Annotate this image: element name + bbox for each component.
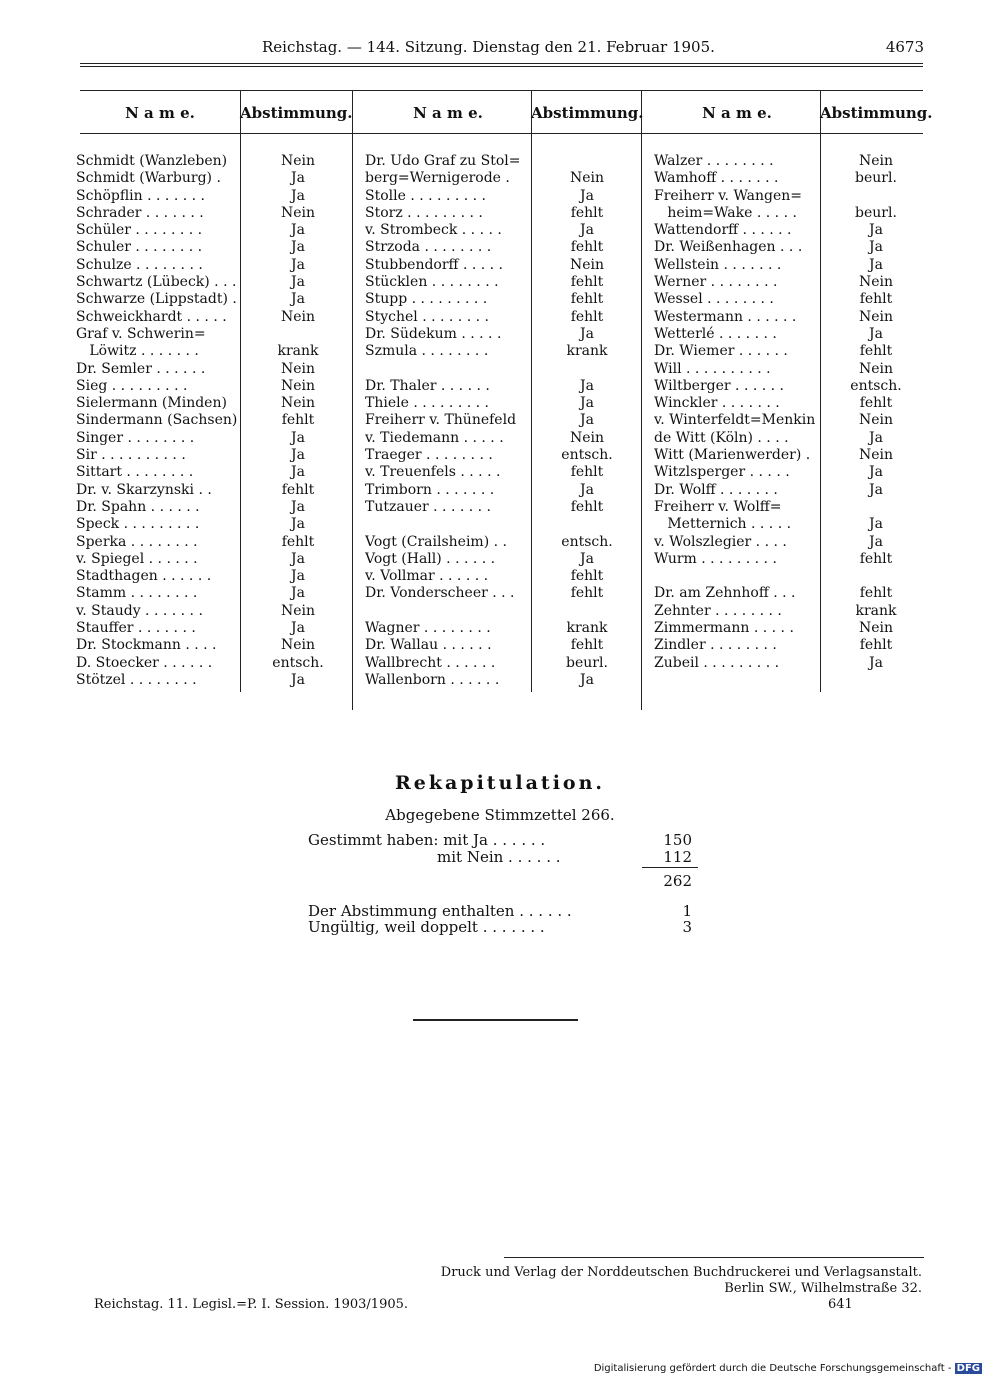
- vote-value: fehlt: [859, 343, 893, 360]
- footer-number: 641: [828, 1297, 853, 1312]
- vote-value: Ja: [580, 550, 594, 567]
- member-name: Speck . . . . . . . . .: [76, 516, 200, 533]
- member-name: Stauffer . . . . . . .: [76, 620, 196, 637]
- column-divider: [641, 90, 642, 710]
- recap-invalid-value: 3: [682, 918, 692, 936]
- vote-value: krank: [277, 343, 319, 360]
- member-name: Schöpflin . . . . . . .: [76, 187, 205, 204]
- member-name: Dr. Wiemer . . . . . .: [654, 343, 788, 360]
- member-name: Metternich . . . . .: [654, 516, 792, 533]
- vote-value: Nein: [280, 377, 316, 394]
- member-name: Freiherr v. Wolff=: [654, 498, 782, 515]
- recap-abstain-value: 1: [682, 902, 692, 920]
- vote-value: Ja: [869, 516, 883, 533]
- footer-rule: [504, 1257, 924, 1258]
- header-rule: [80, 63, 923, 64]
- vote-value: Nein: [569, 429, 605, 446]
- vote-value: Nein: [858, 412, 894, 429]
- recap-nein-value: 112: [663, 848, 692, 866]
- member-name: Sielermann (Minden): [76, 395, 227, 412]
- member-name: berg=Wernigerode .: [365, 170, 510, 187]
- vote-value: Ja: [291, 620, 305, 637]
- member-name: Storz . . . . . . . . .: [365, 204, 483, 221]
- vote-value: Ja: [291, 256, 305, 273]
- member-name: Graf v. Schwerin=: [76, 325, 206, 342]
- vote-value: fehlt: [570, 274, 604, 291]
- vote-value: beurl.: [566, 654, 608, 671]
- member-name: Werner . . . . . . . .: [654, 274, 778, 291]
- member-name: Schwarze (Lippstadt) .: [76, 291, 237, 308]
- member-name: Witt (Marienwerder) .: [654, 447, 811, 464]
- member-name: Sieg . . . . . . . . .: [76, 377, 188, 394]
- vote-value: Ja: [291, 671, 305, 688]
- footer-imprint: [441, 1265, 922, 1297]
- member-name: v. Strombeck . . . . .: [365, 222, 502, 239]
- member-name: Strzoda . . . . . . . .: [365, 239, 492, 256]
- vote-value: Nein: [280, 308, 316, 325]
- member-name: v. Vollmar . . . . . .: [365, 568, 489, 585]
- member-name: Löwitz . . . . . . .: [76, 343, 199, 360]
- member-name: Stücklen . . . . . . . .: [365, 274, 499, 291]
- recap-ballots: Abgegebene Stimmzettel 266.: [385, 806, 615, 824]
- member-name: Wagner . . . . . . . .: [365, 620, 491, 637]
- vote-value: fehlt: [570, 498, 604, 515]
- column-divider: [240, 90, 241, 692]
- member-name: Wiltberger . . . . . .: [654, 377, 785, 394]
- imprint-line-2: Berlin SW., Wilhelmstraße 32.: [724, 1281, 922, 1296]
- member-name: v. Winterfeldt=Menkin: [654, 412, 816, 429]
- vote-value: Ja: [580, 377, 594, 394]
- vote-value: Ja: [869, 239, 883, 256]
- sum-rule: [642, 867, 698, 868]
- vote-value: entsch.: [850, 377, 902, 394]
- member-name: Winckler . . . . . . .: [654, 395, 780, 412]
- vote-value: Nein: [280, 204, 316, 221]
- vote-value: Ja: [291, 516, 305, 533]
- vote-value: Nein: [280, 395, 316, 412]
- vote-value: Ja: [869, 325, 883, 342]
- vote-value: fehlt: [570, 239, 604, 256]
- member-name: Will . . . . . . . . . .: [654, 360, 771, 377]
- member-name: Dr. Wallau . . . . . .: [365, 637, 492, 654]
- vote-value: fehlt: [570, 568, 604, 585]
- member-name: Wetterlé . . . . . . .: [654, 325, 777, 342]
- member-name: Zubeil . . . . . . . . .: [654, 654, 780, 671]
- member-name: Traeger . . . . . . . .: [365, 447, 493, 464]
- column-header-name: N a m e.: [413, 104, 483, 122]
- vote-value: Nein: [280, 153, 316, 169]
- vote-value: Ja: [580, 222, 594, 239]
- member-name: Stychel . . . . . . . .: [365, 308, 489, 325]
- vote-value: fehlt: [281, 481, 315, 498]
- member-name: Dr. Thaler . . . . . .: [365, 377, 490, 394]
- member-name: Dr. Südekum . . . . .: [365, 325, 502, 342]
- vote-value: Ja: [291, 429, 305, 446]
- member-name: v. Treuenfels . . . . .: [365, 464, 501, 481]
- member-name: Dr. Vonderscheer . . .: [365, 585, 515, 602]
- member-name: Stupp . . . . . . . . .: [365, 291, 488, 308]
- member-name: Schüler . . . . . . . .: [76, 222, 203, 239]
- member-name: v. Staudy . . . . . . .: [76, 602, 203, 619]
- vote-value: Ja: [869, 481, 883, 498]
- member-name: Schweickhardt . . . . .: [76, 308, 227, 325]
- member-name: Sittart . . . . . . . .: [76, 464, 194, 481]
- column-header-vote: Abstimmung.: [240, 104, 353, 122]
- member-name: Dr. Weißenhagen . . .: [654, 239, 803, 256]
- member-name: Szmula . . . . . . . .: [365, 343, 489, 360]
- vote-value: Ja: [291, 222, 305, 239]
- member-name: Sindermann (Sachsen): [76, 412, 238, 429]
- column-header-name: N a m e.: [702, 104, 772, 122]
- vote-value: Nein: [858, 447, 894, 464]
- member-name: Schulze . . . . . . . .: [76, 256, 203, 273]
- member-name: Wellstein . . . . . . .: [654, 256, 782, 273]
- column-divider: [820, 90, 821, 692]
- vote-value: Ja: [580, 481, 594, 498]
- vote-value: entsch.: [561, 447, 613, 464]
- vote-value: Ja: [291, 291, 305, 308]
- dfg-logo-icon: DFG: [956, 1363, 980, 1374]
- member-name: Stötzel . . . . . . . .: [76, 671, 197, 688]
- table-top-rule: [80, 90, 923, 91]
- recap-ja-value: 150: [663, 831, 692, 849]
- vote-value: beurl.: [855, 204, 897, 221]
- member-name: Witzlsperger . . . . .: [654, 464, 790, 481]
- member-name: Schmidt (Warburg) .: [76, 170, 221, 187]
- column-divider: [352, 90, 353, 710]
- vote-value: fehlt: [859, 291, 893, 308]
- vote-value: fehlt: [570, 464, 604, 481]
- recap-voted-label: Gestimmt haben: mit Ja . . . . . .: [308, 831, 546, 849]
- vote-value: Nein: [280, 637, 316, 654]
- vote-value: beurl.: [855, 170, 897, 187]
- vote-value: fehlt: [859, 395, 893, 412]
- member-name: Freiherr v. Wangen=: [654, 187, 802, 204]
- column-header-name: N a m e.: [125, 104, 195, 122]
- table-head-rule: [80, 133, 923, 134]
- header-rule: [80, 66, 923, 67]
- vote-value: fehlt: [570, 585, 604, 602]
- member-name: Westermann . . . . . .: [654, 308, 797, 325]
- member-name: Dr. v. Skarzynski . .: [76, 481, 212, 498]
- member-name: Stolle . . . . . . . . .: [365, 187, 486, 204]
- member-name: v. Wolszlegier . . . .: [654, 533, 787, 550]
- vote-value: Nein: [569, 170, 605, 187]
- member-name: heim=Wake . . . . .: [654, 204, 797, 221]
- member-name: Dr. Udo Graf zu Stol=: [365, 153, 521, 169]
- vote-value: Ja: [869, 256, 883, 273]
- vote-value: entsch.: [272, 654, 324, 671]
- member-name: Schmidt (Wanzleben): [76, 153, 228, 169]
- vote-value: fehlt: [859, 550, 893, 567]
- member-name: Vogt (Hall) . . . . . .: [365, 550, 496, 567]
- member-name: Thiele . . . . . . . . .: [365, 395, 489, 412]
- vote-value: Ja: [869, 533, 883, 550]
- member-name: Walzer . . . . . . . .: [654, 153, 774, 169]
- member-name: Stubbendorff . . . . .: [365, 256, 503, 273]
- vote-value: Ja: [291, 585, 305, 602]
- vote-value: Ja: [580, 412, 594, 429]
- column-header-vote: Abstimmung.: [531, 104, 644, 122]
- vote-value: Ja: [580, 671, 594, 688]
- member-name: Schrader . . . . . . .: [76, 204, 204, 221]
- member-name: v. Spiegel . . . . . .: [76, 550, 198, 567]
- vote-value: Ja: [291, 170, 305, 187]
- vote-value: Ja: [580, 187, 594, 204]
- member-name: Wurm . . . . . . . . .: [654, 550, 777, 567]
- vote-value: fehlt: [570, 204, 604, 221]
- member-name: Schwartz (Lübeck) . . .: [76, 274, 237, 291]
- column-header-vote: Abstimmung.: [820, 104, 933, 122]
- page-header-title: Reichstag. — 144. Sitzung. Dienstag den 21. Februar 1905.: [262, 38, 715, 56]
- vote-value: Ja: [869, 429, 883, 446]
- member-name: Freiherr v. Thünefeld: [365, 412, 517, 429]
- column-divider: [531, 90, 532, 692]
- member-name: Wallenborn . . . . . .: [365, 671, 500, 688]
- vote-value: fehlt: [570, 637, 604, 654]
- member-name: Dr. Semler . . . . . .: [76, 360, 206, 377]
- vote-value: Ja: [291, 187, 305, 204]
- member-name: Singer . . . . . . . .: [76, 429, 195, 446]
- member-name: Trimborn . . . . . . .: [365, 481, 495, 498]
- vote-value: Ja: [291, 239, 305, 256]
- member-name: Stadthagen . . . . . .: [76, 568, 212, 585]
- vote-value: Ja: [291, 447, 305, 464]
- member-name: de Witt (Köln) . . . .: [654, 429, 789, 446]
- vote-value: Ja: [869, 222, 883, 239]
- vote-value: Ja: [580, 325, 594, 342]
- member-name: Wessel . . . . . . . .: [654, 291, 774, 308]
- vote-value: Nein: [569, 256, 605, 273]
- vote-value: entsch.: [561, 533, 613, 550]
- vote-value: Nein: [858, 620, 894, 637]
- member-name: Dr. Spahn . . . . . .: [76, 498, 200, 515]
- vote-value: fehlt: [281, 533, 315, 550]
- member-name: Tutzauer . . . . . . .: [365, 498, 491, 515]
- vote-value: fehlt: [570, 291, 604, 308]
- vote-value: Ja: [291, 464, 305, 481]
- vote-value: Nein: [858, 360, 894, 377]
- vote-value: Nein: [280, 360, 316, 377]
- vote-value: fehlt: [859, 585, 893, 602]
- vote-value: Nein: [858, 308, 894, 325]
- recap-nein-label: mit Nein . . . . . .: [437, 848, 561, 866]
- recap-invalid-label: Ungültig, weil doppelt . . . . . . .: [308, 918, 545, 936]
- member-name: Sir . . . . . . . . . .: [76, 447, 186, 464]
- member-name: Wattendorff . . . . . .: [654, 222, 792, 239]
- vote-value: Ja: [580, 395, 594, 412]
- vote-value: Ja: [869, 654, 883, 671]
- member-name: Wamhoff . . . . . . .: [654, 170, 779, 187]
- footer-session: Reichstag. 11. Legisl.=P. I. Session. 1903/1905.: [94, 1297, 409, 1312]
- vote-value: Ja: [291, 568, 305, 585]
- member-name: D. Stoecker . . . . . .: [76, 654, 213, 671]
- member-name: Vogt (Crailsheim) . .: [365, 533, 507, 550]
- vote-value: Ja: [291, 550, 305, 567]
- digitization-text: Digitalisierung gefördert durch die Deutsche Forschungsgemeinschaft -: [593, 1363, 952, 1374]
- vote-value: Ja: [291, 498, 305, 515]
- vote-value: Nein: [858, 153, 894, 169]
- member-name: Zindler . . . . . . . .: [654, 637, 777, 654]
- recap-abstain-label: Der Abstimmung enthalten . . . . . .: [308, 902, 572, 920]
- member-name: Dr. am Zehnhoff . . .: [654, 585, 796, 602]
- digitization-note: [594, 1363, 982, 1374]
- member-name: v. Tiedemann . . . . .: [365, 429, 504, 446]
- member-name: Dr. Wolff . . . . . . .: [654, 481, 778, 498]
- vote-value: Nein: [280, 602, 316, 619]
- vote-value: fehlt: [859, 637, 893, 654]
- page-number: 4673: [885, 38, 924, 56]
- vote-value: krank: [855, 602, 897, 619]
- vote-value: krank: [566, 343, 608, 360]
- vote-value: Nein: [858, 274, 894, 291]
- vote-value: fehlt: [570, 308, 604, 325]
- member-name: Schuler . . . . . . . .: [76, 239, 203, 256]
- recap-title: Rekapitulation.: [394, 772, 606, 794]
- member-name: Wallbrecht . . . . . .: [365, 654, 496, 671]
- vote-value: Ja: [869, 464, 883, 481]
- imprint-line-1: Druck und Verlag der Norddeutschen Buchdruckerei und Verlagsanstalt.: [440, 1265, 922, 1280]
- member-name: Zimmermann . . . . .: [654, 620, 794, 637]
- member-name: Sperka . . . . . . . .: [76, 533, 198, 550]
- vote-value: krank: [566, 620, 608, 637]
- section-end-rule: [413, 1019, 578, 1021]
- vote-value: fehlt: [281, 412, 315, 429]
- recap-total: 262: [663, 872, 692, 890]
- member-name: Stamm . . . . . . . .: [76, 585, 198, 602]
- vote-value: Ja: [291, 274, 305, 291]
- member-name: Dr. Stockmann . . . .: [76, 637, 217, 654]
- member-name: Zehnter . . . . . . . .: [654, 602, 782, 619]
